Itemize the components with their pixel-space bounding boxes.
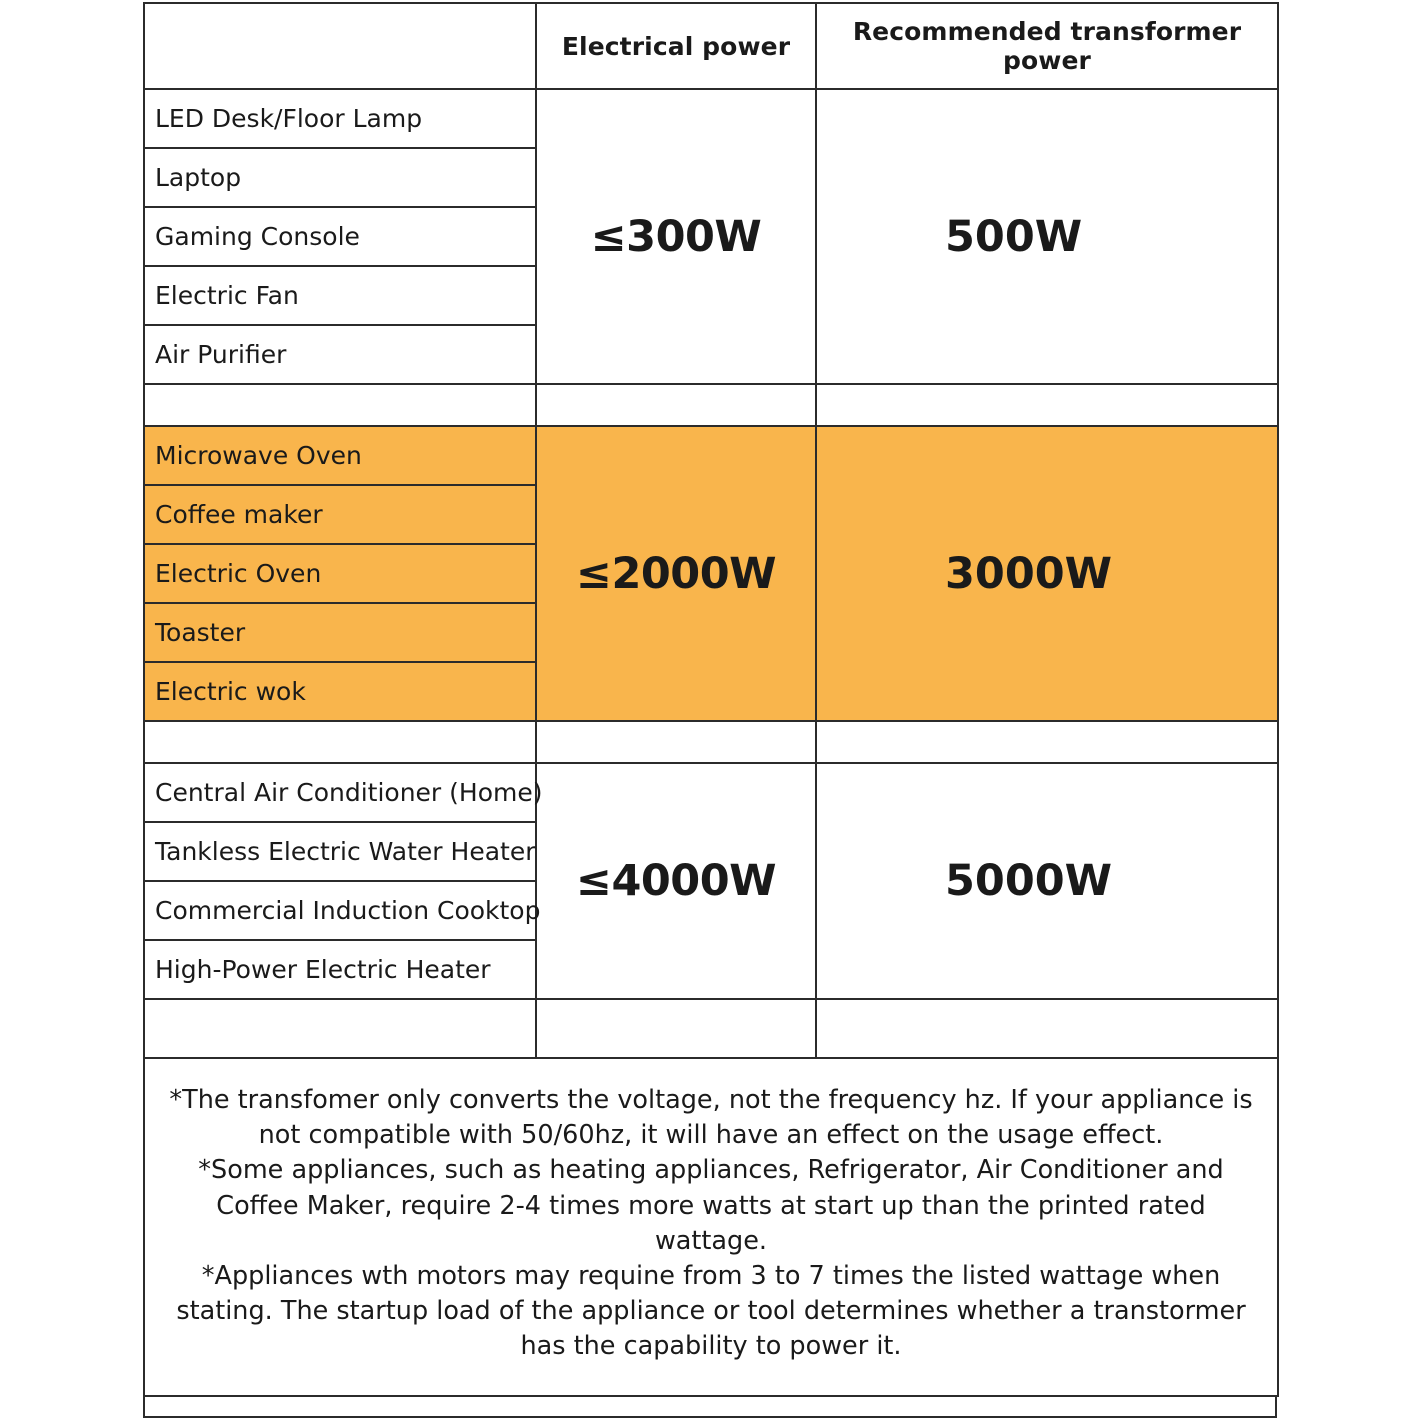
notes-row: [144, 1058, 1278, 1396]
group-separator-row: [144, 721, 1278, 763]
note-line: *The transfomer only converts the voltage, not the frequency hz. If your appliance is not compatible with 50/60hz, it will have an effect on the usage effect.: [169, 1085, 1253, 1151]
separator-cell: [144, 721, 536, 763]
appliance-name: Laptop: [144, 148, 536, 207]
blank-cell: [536, 999, 816, 1058]
blank-cell: [816, 999, 1278, 1058]
blank-row: [144, 999, 1278, 1058]
recommended-power-value: 500W: [816, 89, 1278, 384]
recommended-power-value: 3000W: [816, 426, 1278, 721]
appliance-name: Electric Oven: [144, 544, 536, 603]
electrical-power-value: ≤2000W: [536, 426, 816, 721]
appliance-name: Coffee maker: [144, 485, 536, 544]
separator-cell: [536, 384, 816, 426]
table-row: [144, 89, 1278, 148]
separator-cell: [816, 384, 1278, 426]
group-separator-row: [144, 384, 1278, 426]
header-appliance: [144, 3, 536, 89]
separator-cell: [816, 721, 1278, 763]
appliance-name: LED Desk/Floor Lamp: [144, 89, 536, 148]
electrical-power-value: ≤4000W: [536, 763, 816, 999]
transformer-power-table: [143, 2, 1279, 1397]
electrical-power-value: ≤300W: [536, 89, 816, 384]
appliance-name: Tankless Electric Water Heater: [144, 822, 536, 881]
table-row: [144, 426, 1278, 485]
appliance-name: Commercial Induction Cooktop: [144, 881, 536, 940]
appliance-name: Air Purifier: [144, 325, 536, 384]
separator-cell: [144, 384, 536, 426]
appliance-name: High-Power Electric Heater: [144, 940, 536, 999]
appliance-name: Gaming Console: [144, 207, 536, 266]
appliance-name: Electric wok: [144, 662, 536, 721]
table-row: [144, 763, 1278, 822]
recommended-power-value: 5000W: [816, 763, 1278, 999]
blank-cell: [144, 999, 536, 1058]
header-recommended-power: Recommended transformer power: [816, 3, 1278, 89]
table-header-row: [144, 3, 1278, 89]
appliance-name: Toaster: [144, 603, 536, 662]
header-electrical-power: Electrical power: [536, 3, 816, 89]
note-line: *Some appliances, such as heating appliances, Refrigerator, Air Conditioner and Coffee Maker, require 2-4 times more watts at start up than the printed rated wattage.: [198, 1155, 1224, 1256]
appliance-name: Central Air Conditioner (Home): [144, 763, 536, 822]
appliance-name: Microwave Oven: [144, 426, 536, 485]
notes-block: [144, 1058, 1278, 1396]
table-bottom-padding: [143, 1397, 1277, 1418]
appliance-name: Electric Fan: [144, 266, 536, 325]
note-line: *Appliances wth motors may requine from 3 to 7 times the listed wattage when stating. The startup load of the appliance or tool determines whether a transtormer has the capability to power it.: [176, 1260, 1246, 1362]
separator-cell: [536, 721, 816, 763]
